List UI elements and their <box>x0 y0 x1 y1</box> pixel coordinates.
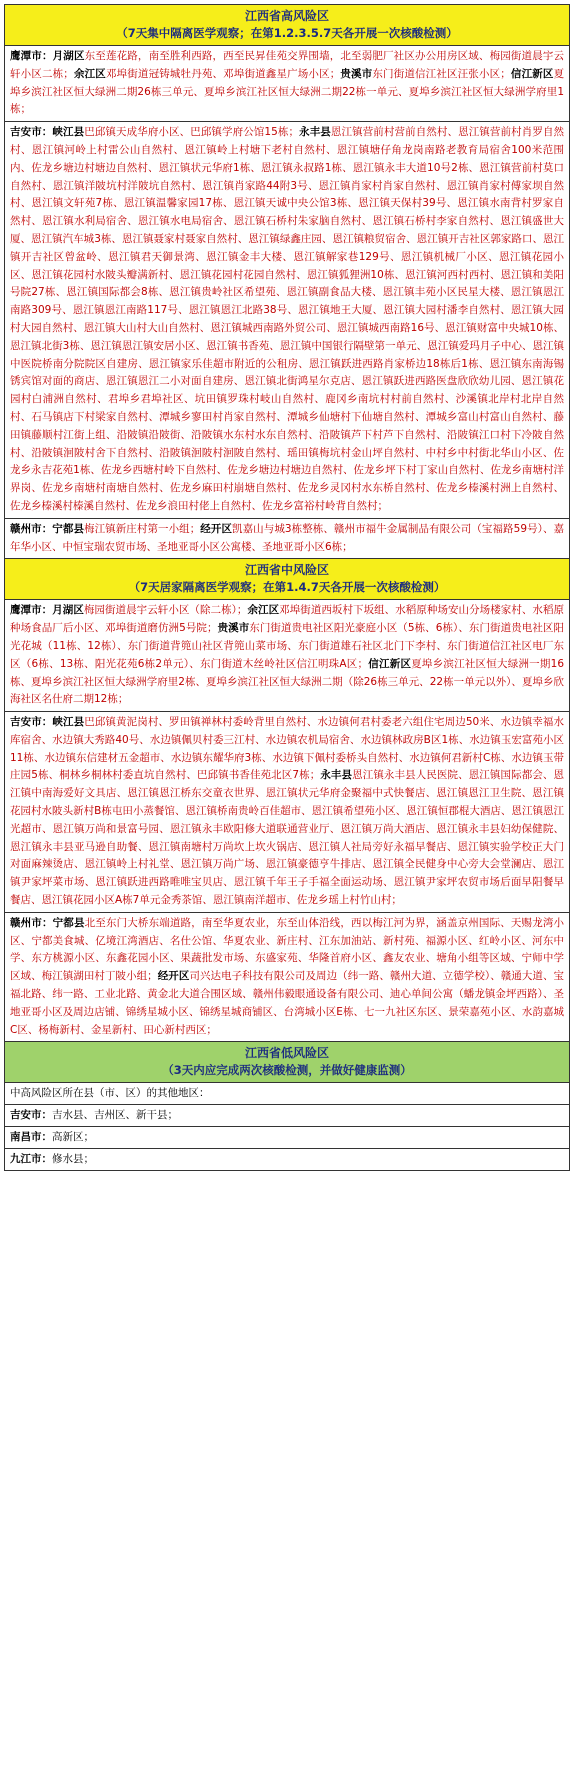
area-list: 高新区； <box>52 1131 94 1144</box>
area-label: 贵溪市 <box>340 67 373 80</box>
low-risk-intro: 中高风险区所在县（市、区）的其他地区： <box>5 1083 569 1105</box>
city-label: 南昌市： <box>10 1131 52 1144</box>
high-risk-subtitle: （7天集中隔离医学观察；在第1.2.3.5.7天各开展一次核酸检测） <box>116 26 458 40</box>
area-label: 余江区 <box>73 67 106 80</box>
high-risk-header <box>5 5 569 46</box>
area-label: 峡江县 <box>52 126 85 139</box>
area-list: 梅江镇新庄村第一小组； <box>84 522 201 535</box>
area-label: 宁都县 <box>52 522 85 535</box>
mid-risk-city-row <box>5 913 569 1042</box>
high-risk-section <box>4 4 570 558</box>
area-list: 夏埠乡滨江社区恒大绿洲二期26栋三单元、夏埠乡滨江社区恒大绿洲二期22栋一单元、夏埠乡滨江社区恒大绿洲学府里1栋； <box>10 67 565 116</box>
area-list: 吉水县、吉州区、新干县； <box>52 1109 178 1122</box>
mid-risk-title: 江西省中风险区 <box>244 563 329 578</box>
area-list: 修水县； <box>52 1153 94 1166</box>
area-label: 赣州市： <box>10 522 53 535</box>
low-risk-section <box>4 1041 570 1171</box>
city-label: 九江市： <box>10 1153 52 1166</box>
area-list: 巴邱镇黄泥岗村、罗田镇禅林村委岭背里自然村、水边镇何君村委老六组住宅周边50米、水边镇幸福水库宿舍、水边镇大秀路40号、水边镇佩贝村委三江村、水边镇农机局宿舍、水边镇林政房B区1栋、水边镇玉宏富苑小区11栋、水边镇东信建材五金超市、水边镇东耀华府3栋、水边镇下佩村委桥头自然村、水边镇何君新村C栋、水边镇玉带庄园5栋、桐林乡桐林村委直坑自然村、巴邱镇书香佳苑北区7栋； <box>10 716 565 782</box>
area-list: 恩江镇营前村营前自然村、恩江镇营前村肖罗自然村、恩江镇河岭上村雷公山自然村、恩江镇岭上村塘下老村自然村、恩江镇塘仔角龙岗南路老教育局宿舍100米范围内、佐龙乡塘边村塘边自然村、恩江镇状元华府1栋、恩江镇永叔路1栋、恩江镇永丰大道10号2栋、恩江镇营前村莫口自然村、恩江镇洋陂坑村洋陂坑自然村、恩江镇肖家路44附3号、恩江镇肖家村肖家自然村、恩江镇肖家村傅家坝自然村、恩江镇文轩苑7栋、恩江镇温馨家园17栋、恩江镇天诚中央公馆3栋、恩江镇天保村39号、恩江镇水南背村罗家自然村、恩江镇水利局宿舍、恩江镇水电局宿舍、恩江镇石桥村朱家脑自然村、恩江镇石桥村李家自然村、恩江镇盛世大厦、恩江镇汽车城3栋、恩江镇聂家村聂家自然村、恩江镇绿鑫庄园、恩江镇粮贸宿舍、恩江镇开吉社区郭家路口、恩江镇开吉社区曾盆岭、恩江镇君天御景湾、恩江镇金丰大楼、恩江镇解家巷129号、恩江镇机械厂小区、恩江镇花园小区、恩江镇花园村水陂头瓣满新村、恩江镇花园村花园自然村、恩江镇狐狸洲10栋、恩江镇河西村西村、恩江镇和美阳号院27栋、恩江镇国际都会8栋、恩江镇贵岭社区希望苑、恩江镇副食品大楼、恩江镇丰苑小区民星大楼、恩江镇恩江南路309号、恩江镇恩江南路117号、恩江镇恩江北路38号、恩江镇地王大厦、恩江镇大园村潘李自然村、恩江镇大园村大园自然村、恩江镇大山村大山自然村、恩江镇城西南路外贸公司、恩江镇城西南路16号、恩江镇财富中央城10栋、恩江镇北街3栋、恩江镇恩江镇安居小区、恩江镇书香苑、恩江镇中国银行隔壁第一单元、恩江镇爱玛月子中心、恩江镇中医院桥南分院院区自建房、恩江镇家乐佳超市附近的公租房、恩江镇跃进西路肖家桥边18栋后1栋、恩江镇东南海锡锈宾馆对面的商店、恩江镇恩江二小对面自建房、恩江镇北街鸿星尔克店、恩江镇跃进西路医盘欣欣幼儿园、恩江镇花园村白浦洲自然村、君埠乡君埠社区、坑田镇罗珠村岐山自然村、鹿冈乡南坑村村前自然村、沙溪镇北岸村北岸自然村、石马镇店下村梁家自然村、潭城乡寥田村肖家自然村、潭城乡仙塘村下仙塘自然村、潭城乡富山村富山自然村、藤田镇藤顺村江街上组、沿陂镇沿陂街、沿陂镇水东村水东自然村、沿陂镇芦下村芦下自然村、沿陂镇江口村下冷陂自然村、沿陂镇洄陂村舍下自然村、沿陂镇洄陂村洄陂自然村、瑶田镇梅坑村金山坪自然村、中村乡中村街北华山小区、佐龙乡永吉花苑1栋、佐龙乡西塘村岭下自然村、佐龙乡塘边村塘边自然村、佐龙乡坪下村丁家山自然村、佐龙乡南塘村洋界岗、佐龙乡南塘村南塘自然村、佐龙乡麻田村崩塘自然村、佐龙乡灵冈村水东桥自然村、佐龙乡榛溪村洲上自然村、佐龙乡榛溪村榛溪自然村、佐龙乡浪田村佬上自然村、佐龙乡富裕村岭背自然村； <box>10 126 565 512</box>
area-label: 赣州市： <box>10 916 53 929</box>
area-label: 贵溪市 <box>217 622 250 635</box>
area-list: 夏埠乡滨江社区恒大绿洲一期16栋、夏埠乡滨江社区恒大绿洲学府里2栋、夏埠乡滨江社区恒大绿洲二期（除26栋三单元、22栋一单元以外）、夏埠乡欣海社区名仕府二期12栋； <box>10 657 564 706</box>
low-risk-body <box>5 1083 569 1170</box>
low-risk-city-row <box>5 1127 569 1149</box>
low-risk-rows <box>5 1105 569 1170</box>
low-risk-title: 江西省低风险区 <box>244 1046 329 1061</box>
area-label: 信江新区 <box>368 657 412 670</box>
low-risk-city-row <box>5 1105 569 1127</box>
area-label: 鹰潭市： <box>10 50 53 62</box>
area-label: 信江新区 <box>510 67 554 80</box>
area-list: 东门街道贵电社区阳光豪庭小区（5栋、6栋）、东门街道贵电社区阳光花城（11栋、12栋）、东门街道背篼山社区背篼山菜市场、东门街道雄石社区北门下李村、东门街道信江社区电厂东区（6栋、13栋、阳光花苑6栋2单元）、东门街道木丝岭社区信江明珠A区； <box>10 622 564 670</box>
area-list: 巴邱镇天成华府小区、巴邱镇学府公馆15栋； <box>84 126 299 139</box>
area-label: 月湖区 <box>52 604 84 617</box>
area-label: 鹰潭市： <box>10 604 53 617</box>
mid-risk-header <box>5 559 569 600</box>
mid-risk-city-row <box>5 600 569 712</box>
mid-risk-rows <box>5 600 569 1041</box>
mid-risk-section <box>4 558 570 1041</box>
area-list: 邓埠街道冠铸城牡丹苑、邓埠街道鑫星广场小区； <box>105 67 341 80</box>
area-list: 恩江镇永丰县人民医院、恩江镇国际都会、恩江镇中南海爱好文具店、恩江镇恩江桥东交童衣世界、恩江镇状元华府金聚福中式快餐店、恩江镇恩江卫生院、恩江镇花园村水陂头新村B栋屯田小蒸餐馆、恩江镇桥南贵岭百佳超市、恩江镇希望苑小区、恩江镇恒郡棍大酒店、恩江镇恩江光超市、恩江镇万尚和景富号园、恩江镇永丰欧阳修大道联通营业厅、恩江镇万尚大酒店、恩江镇永丰县妇幼保健院、恩江镇永丰县亚马逊自助餐、恩江镇南塘村万尚坎上坎火锅店、恩江镇人社局旁好永福早餐店、恩江镇实验学校正大门对面麻辣烫店、恩江镇岭上村礼堂、恩江镇万尚广场、恩江镇豪德亨牛排店、恩江镇全民健身中心旁大会堂澜店、恩江镇尹家坪菜市场、恩江镇跃进西路唯唯宝贝店、恩江镇千年王子手福全面运动场、恩江镇尹家坪农贸市场后面早阳餐早餐店、恩江镇花园小区A栋7单元金秀茶馆、恩江镇南洋超市、佐龙乡瑶上村竹山村； <box>10 769 564 907</box>
high-risk-rows <box>5 46 569 558</box>
area-label: 吉安市： <box>10 126 53 139</box>
mid-risk-subtitle: （7天居家隔离医学观察；在第1.4.7天各开展一次核酸检测） <box>128 580 446 595</box>
area-label: 永丰县 <box>320 769 353 782</box>
low-risk-header <box>5 1042 569 1083</box>
low-risk-city-row <box>5 1149 569 1170</box>
area-list: 东门街道信江社区汪张小区； <box>372 67 511 80</box>
area-list: 梅园街道晨宇云轩小区（除二栋）； <box>83 604 248 617</box>
city-label: 吉安市： <box>10 1109 52 1122</box>
area-label: 峡江县 <box>52 716 85 729</box>
area-label: 吉安市： <box>10 716 53 729</box>
area-list: 邓埠街道西坂村下坂组、水稻原种场安山分场楼家村、水稻原种场食品厂后小区、邓埠街道磨仿洲5号院； <box>10 604 565 635</box>
high-risk-title: 江西省高风险区 <box>244 9 329 23</box>
area-label: 月湖区 <box>52 50 85 62</box>
high-risk-city-row <box>5 122 569 519</box>
area-label: 经开区 <box>200 522 233 535</box>
area-list: 东至莲花路，南至胜利西路，西至民昇佳苑交界围墙，北至弱肥厂社区办公用房区域、梅园街道晨宇云轩小区二栋； <box>10 50 565 80</box>
risk-area-notice <box>4 4 570 1171</box>
area-list: 凯嘉山与城3栋整栋、赣州市福牛金属制品有限公司（宝福路59号）、嘉年华小区、中恒宝瑞农贸市场、圣地亚哥小区公寓楼、圣地亚哥小区6栋； <box>10 522 565 553</box>
area-label: 经开区 <box>157 970 190 983</box>
high-risk-city-row <box>5 46 569 122</box>
low-risk-subtitle: （3天内应完成两次核酸检测，并做好健康监测） <box>162 1063 412 1078</box>
mid-risk-city-row <box>5 712 569 913</box>
area-label: 永丰县 <box>299 126 331 139</box>
area-list: 司兴达电子科技有限公司及周边（纬一路、赣州大道、立德学校）、赣通大道、宝福北路、纬一路、工业北路、黄金北大道合围区域、赣州伟毅眼通设备有限公司、迪心单间公寓（蟠龙镇金坪西路）、圣地亚哥小区及周边店铺、锦绣星城小区、锦绣星城商铺区、台湾城小区E栋、七一九社区东区、景荣嘉苑小区、水韵嘉城C区、杨梅新村、金星新村、田心新村西区； <box>10 970 565 1036</box>
area-label: 宁都县 <box>52 916 85 929</box>
high-risk-city-row <box>5 519 569 559</box>
area-list: 北至东门大桥东端道路，南至华夏农业，东至山体沿线，西以梅江河为界，涵盖京州国际、天赐龙湾小区、宁都美食城、亿境江湾酒店、名仕公馆、华夏农业、新庄村、江东加油站、新村苑、福源小区、红岭小区、河东中学、东方桃源小区、东鑫花园小区、果蔬批发市场、东盛家苑、华隆首府小区、鑫友农业、塘角小组等区域、宁师中学区域、梅江镇湖田村丁陂小组； <box>10 916 565 983</box>
area-label: 余江区 <box>247 604 280 617</box>
